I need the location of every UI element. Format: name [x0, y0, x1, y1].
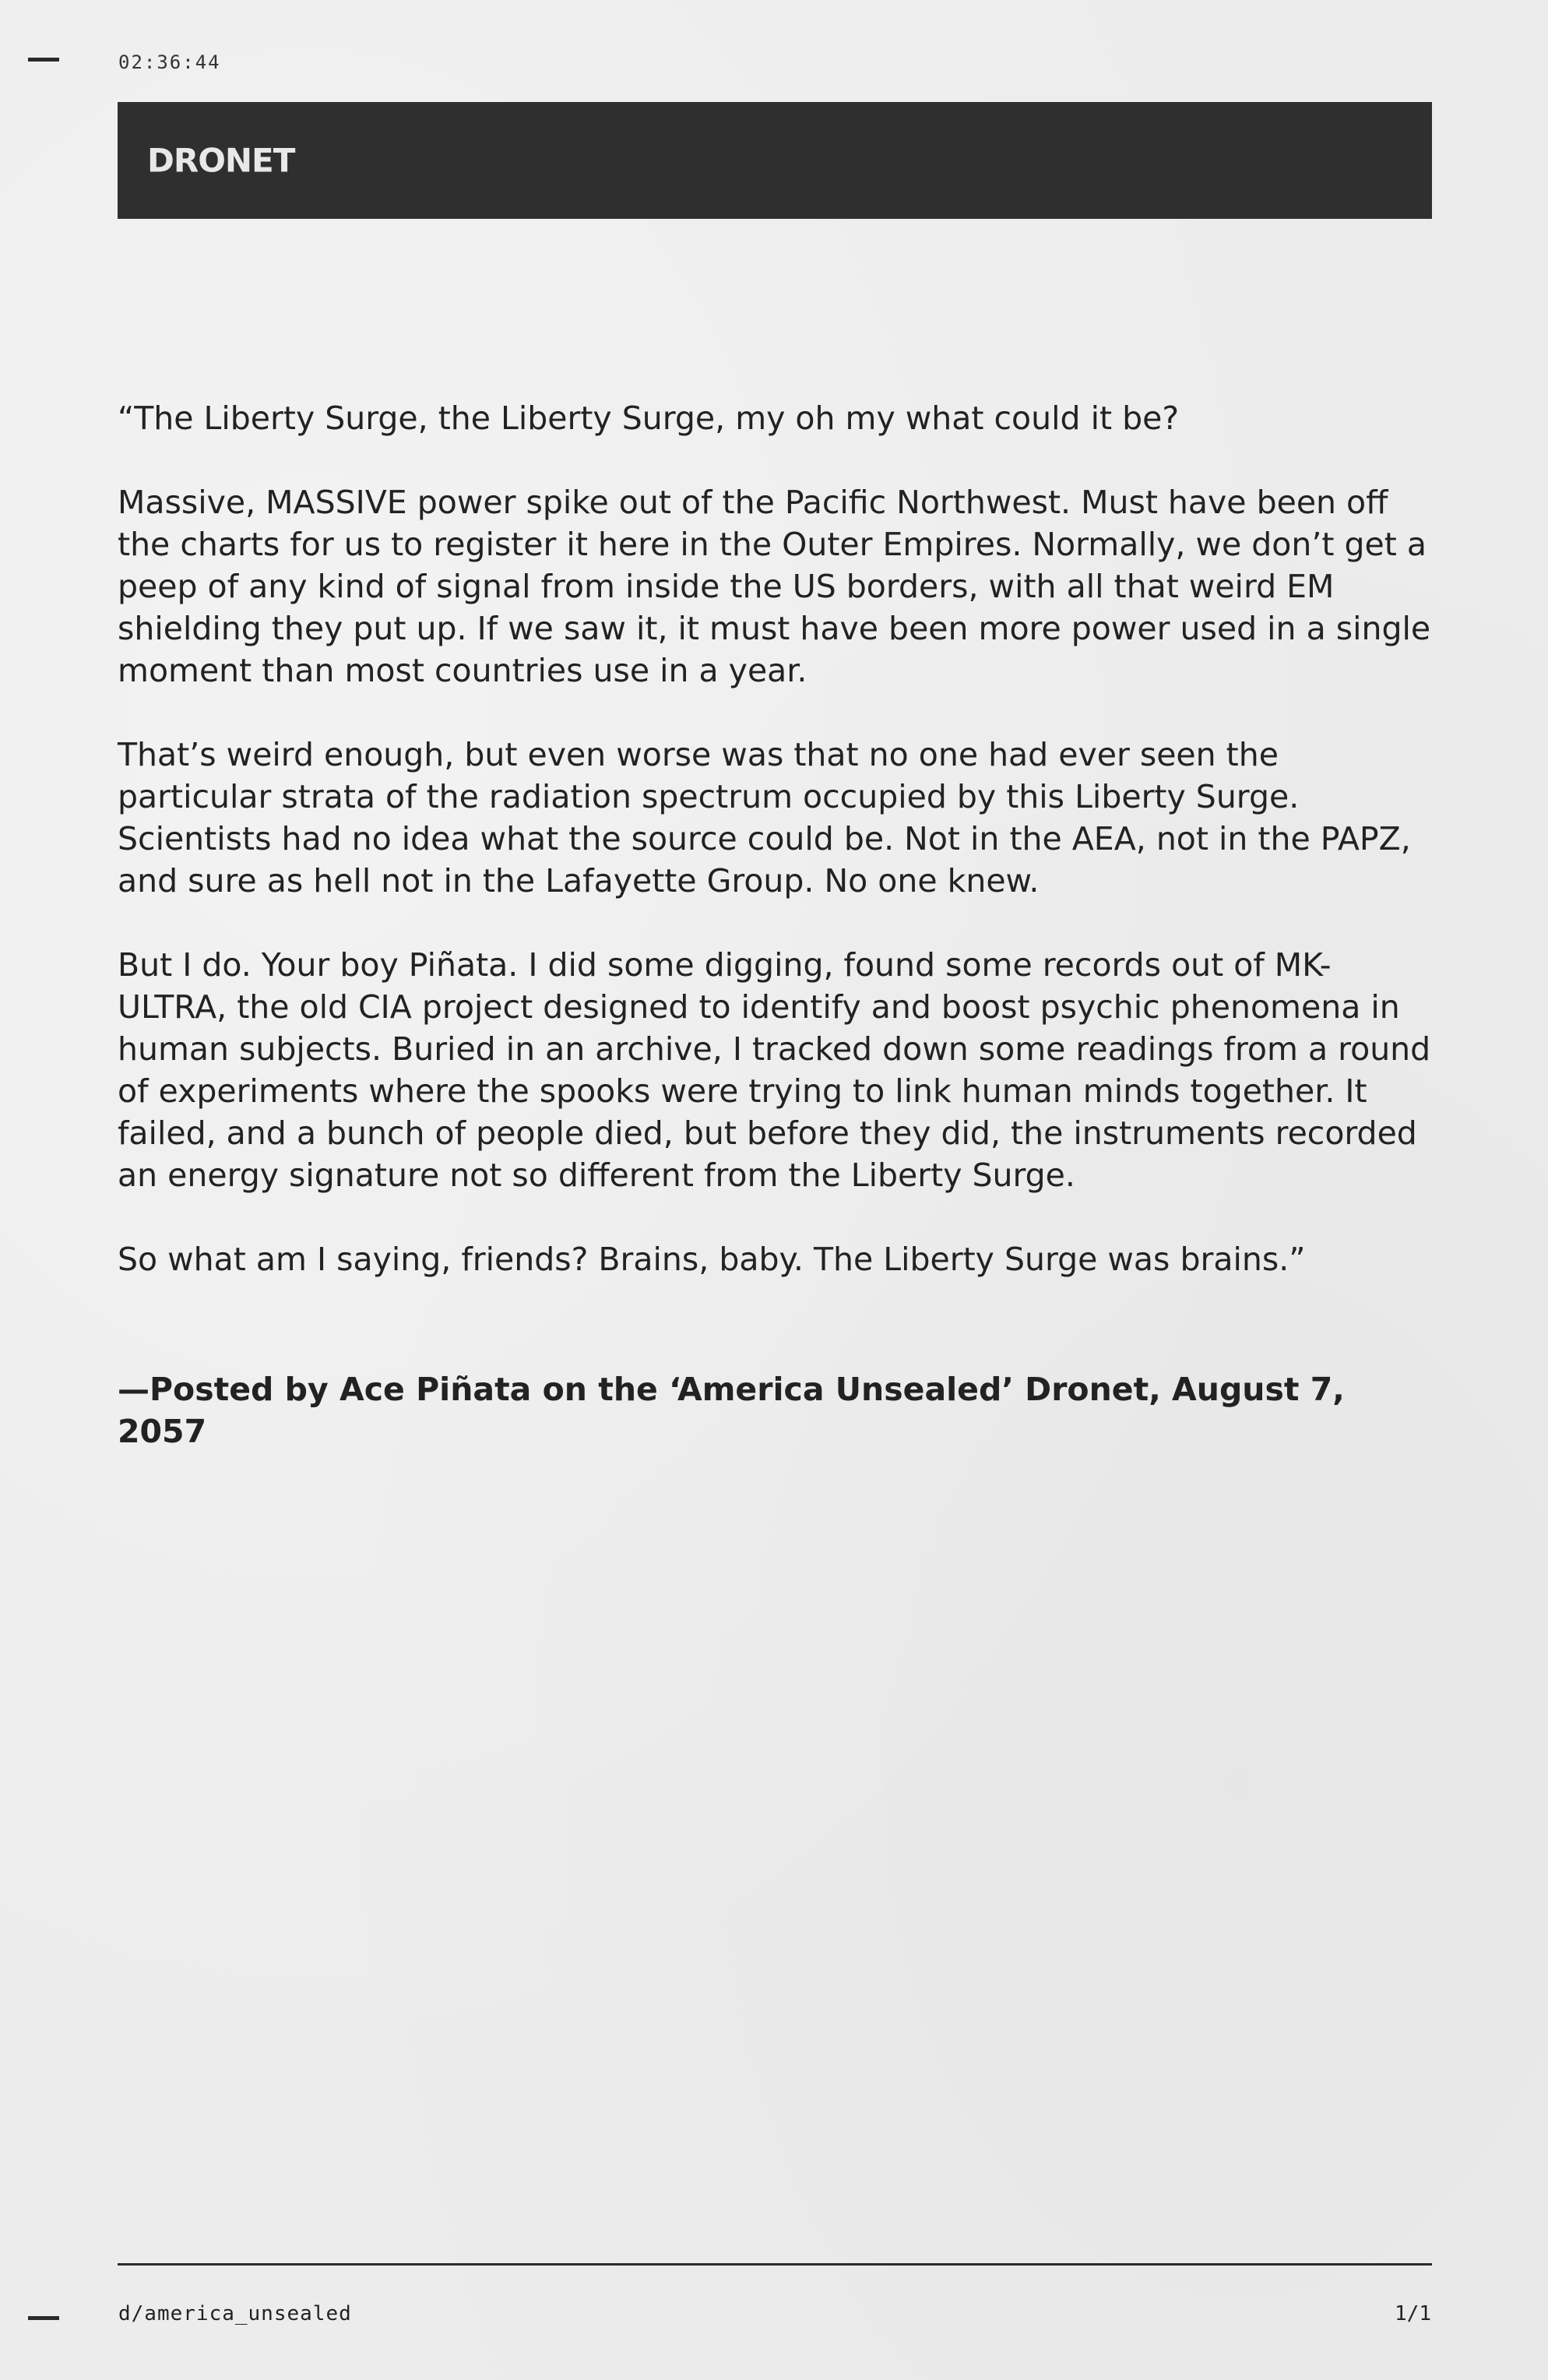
post-paragraph: Massive, MASSIVE power spike out of the Pacific Northwest. Must have been off the charts for us to register it here in the Outer Empires. Normally, we don’t get a peep of any kind of signal from inside the US borders, with all that weird EM shielding they put up. If we saw it, it must have been more power used in a single moment than most countries use in a year.: [118, 484, 1431, 689]
header-bar: [118, 102, 1432, 219]
footer-path: d/america_unsealed: [118, 2302, 352, 2325]
timestamp: 02:36:44: [118, 51, 221, 73]
post-paragraph: So what am I saying, friends? Brains, baby. The Liberty Surge was brains.”: [118, 1241, 1306, 1278]
post-paragraph: “The Liberty Surge, the Liberty Surge, my oh my what could it be?: [118, 400, 1180, 437]
post-body: [118, 397, 1434, 1322]
footer-divider: [118, 2263, 1432, 2266]
post-paragraph: But I do. Your boy Piñata. I did some digging, found some records out of MK-ULTRA, the old CIA project designed to identify and boost psychic phenomena in human subjects. Buried in an archive, I tracked down some readings from a round of experiments where the spooks were trying to link human minds together. It failed, and a bunch of people died, but before they did, the instruments recorded an energy signature not so different from the Liberty Surge.: [118, 946, 1431, 1194]
post-attribution: —Posted by Ace Piñata on the ‘America Unsealed’ Dronet, August 7, 2057: [118, 1371, 1345, 1450]
header-title: DRONET: [147, 141, 295, 180]
crop-mark-top: [28, 58, 59, 62]
post-paragraph: That’s weird enough, but even worse was that no one had ever seen the particular strata of the radiation spectrum occupied by this Liberty Surge. Scientists had no idea what the source could be. Not in the AEA, not in the PAPZ, and sure as hell not in the Lafayette Group. No one knew.: [118, 736, 1411, 900]
crop-mark-bottom: [28, 2316, 59, 2320]
page-number: 1/1: [1395, 2302, 1431, 2325]
